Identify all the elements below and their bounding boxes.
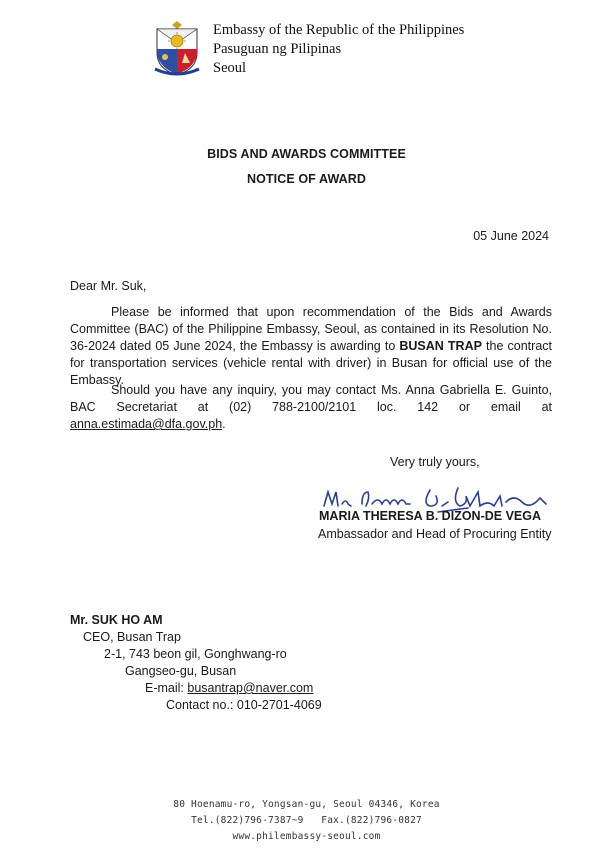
footer-website[interactable]: www.philembassy-seoul.com bbox=[232, 831, 381, 842]
recipient-address-line2: Gangseo-gu, Busan bbox=[125, 664, 237, 678]
salutation: Dear Mr. Suk, bbox=[70, 279, 147, 293]
recipient-position: CEO, Busan Trap bbox=[83, 630, 181, 644]
closing: Very truly yours, bbox=[390, 455, 480, 469]
award-text-end: the contract for transportation services (vehicle rental with driver) in Busan for official use of the Embassy. bbox=[70, 339, 552, 387]
inquiry-text-end: . bbox=[222, 417, 226, 431]
footer-phone: Tel.(822)796-7387~9 Fax.(822)796-0827 bbox=[191, 815, 422, 826]
letterhead bbox=[213, 21, 464, 78]
recipient-email-line bbox=[145, 680, 313, 697]
award-paragraph bbox=[70, 304, 552, 389]
embassy-city: Seoul bbox=[213, 60, 247, 76]
philippine-seal-icon bbox=[152, 19, 202, 77]
embassy-name: Embassy of the Republic of the Philippines bbox=[213, 22, 465, 38]
recipient-contact: Contact no.: 010-2701-4069 bbox=[166, 698, 322, 712]
inquiry-text: Should you have any inquiry, you may contact Ms. Anna Gabriella E. Guinto, BAC Secretariat at (02) 788-2100/2101 loc. 142 or email at bbox=[70, 383, 552, 414]
letter-date: 05 June 2024 bbox=[473, 229, 549, 243]
inquiry-paragraph bbox=[70, 382, 552, 433]
recipient-address-line1: 2-1, 743 beon gil, Gonghwang-ro bbox=[104, 647, 287, 661]
recipient-email-link[interactable]: busantrap@naver.com bbox=[187, 681, 314, 695]
committee-title: BIDS AND AWARDS COMMITTEE bbox=[207, 147, 406, 161]
embassy-name-filipino: Pasuguan ng Pilipinas bbox=[213, 41, 342, 57]
bac-email-link[interactable]: anna.estimada@dfa.gov.ph bbox=[70, 417, 223, 431]
notice-title: NOTICE OF AWARD bbox=[246, 172, 367, 186]
footer-address: 80 Hoenamu-ro, Yongsan-gu, Seoul 04346, Korea bbox=[173, 799, 440, 810]
award-text-start: Please be informed that upon recommendation of the Bids and Awards Committee (BAC) of the Philippine Embassy, Seoul, as contained in its Resolution No. 36-2024 dated 05 June 2024, the Embassy is awarding to bbox=[70, 305, 552, 353]
recipient-name: Mr. SUK HO AM bbox=[70, 613, 163, 627]
signatory-title: Ambassador and Head of Procuring Entity bbox=[318, 527, 552, 541]
awardee-name: BUSAN TRAP bbox=[399, 339, 482, 353]
signatory-name: MARIA THERESA B. DIZON-DE VEGA bbox=[319, 509, 541, 523]
recipient-email-label: E-mail: bbox=[145, 681, 188, 695]
